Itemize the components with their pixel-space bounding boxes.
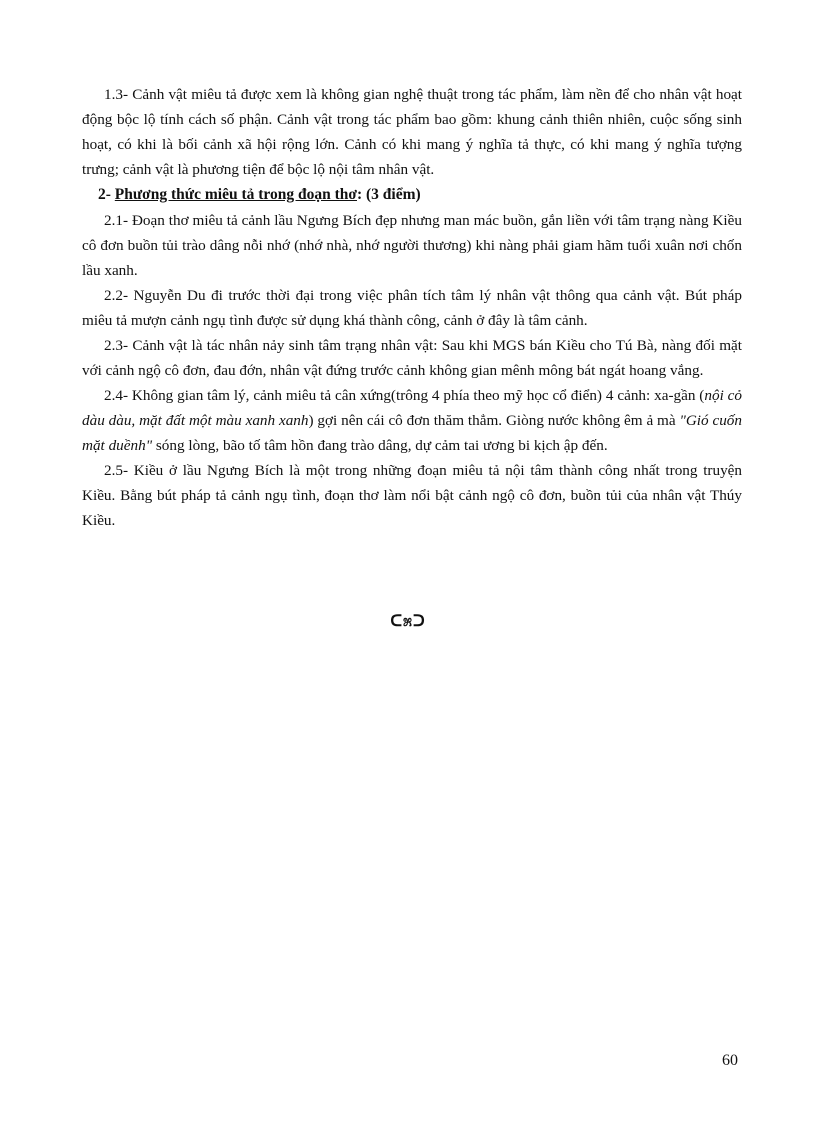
paragraph-2-4-quote2: "Gió cuốn mặt duềnh" — [82, 412, 742, 454]
paragraph-2-3: 2.3- Cảnh vật là tác nhân nảy sinh tâm trạng nhân vật: Sau khi MGS bán Kiều cho Tú Bà, nàng đối mặt với cảnh ngộ cô đơn, đau đớn, nhân vật đứng trước cảnh không gian mênh mông bát ngát hoang vắng. — [82, 337, 742, 379]
paragraph-2-4-part1: 2.4- Không gian tâm lý, cảnh miêu tả cân xứng(trông 4 phía theo mỹ học cổ điển) 4 cảnh: xa-gần ( — [104, 387, 705, 404]
heading-title: Phương thức miêu tả trong đoạn thơ — [114, 186, 357, 203]
paragraph-2-1: 2.1- Đoạn thơ miêu tả cảnh lầu Ngưng Bích đẹp nhưng man mác buồn, gắn liền với tâm trạng nàng Kiều cô đơn buồn tủi trào dâng nỗi nhớ (nhớ nhà, nhớ người thương) khi nàng phải giam hãm tuổi xuân nơi chốn lầu xanh. — [82, 212, 742, 279]
paragraph-2-4 — [82, 383, 742, 458]
section-heading — [82, 182, 742, 208]
document-body — [82, 82, 742, 533]
paragraph-2-5: 2.5- Kiều ở lầu Ngưng Bích là một trong những đoạn miêu tả nội tâm thành công nhất trong truyện Kiều. Bằng bút pháp tả cảnh ngụ tình, đoạn thơ làm nổi bật cảnh ngộ cô đơn, buồn tủi của nhân vật Thúy Kiều. — [82, 462, 742, 529]
paragraph-2-4-quote1: nội cỏ dàu dàu, mặt đất một màu xanh xanh — [82, 387, 742, 429]
paragraph-2-4-part3: sóng lòng, bão tố tâm hồn đang trào dâng, dự cảm tai ương bi kịch ập đến. — [152, 437, 608, 454]
ornament-divider: ᑕ೫ᑐ — [390, 613, 426, 630]
paragraph-2-4-part2: ) gợi nên cái cô đơn thăm thẳm. Giòng nước không êm ả mà — [308, 412, 680, 429]
heading-number: 2- — [98, 186, 115, 203]
paragraph-1-3: 1.3- Cảnh vật miêu tả được xem là không gian nghệ thuật trong tác phẩm, làm nền để cho nhân vật hoạt động bộc lộ tính cách số phận. Cảnh vật trong tác phẩm bao gồm: khung cảnh thiên nhiên, cuộc sống sinh hoạt, có khi là bối cảnh xã hội rộng lớn. Cảnh có khi mang ý nghĩa tả thực, có khi mang ý nghĩa tượng trưng; cảnh vật là phương tiện để bộc lộ nội tâm nhân vật. — [82, 86, 742, 178]
page-number: 60 — [722, 1052, 738, 1069]
heading-points: : (3 điểm) — [356, 186, 421, 203]
paragraph-2-2: 2.2- Nguyễn Du đi trước thời đại trong việc phân tích tâm lý nhân vật thông qua cảnh vật. Bút pháp miêu tả mượn cảnh ngụ tình được sử dụng khá thành công, cảnh ở đây là tâm cảnh. — [82, 287, 742, 329]
